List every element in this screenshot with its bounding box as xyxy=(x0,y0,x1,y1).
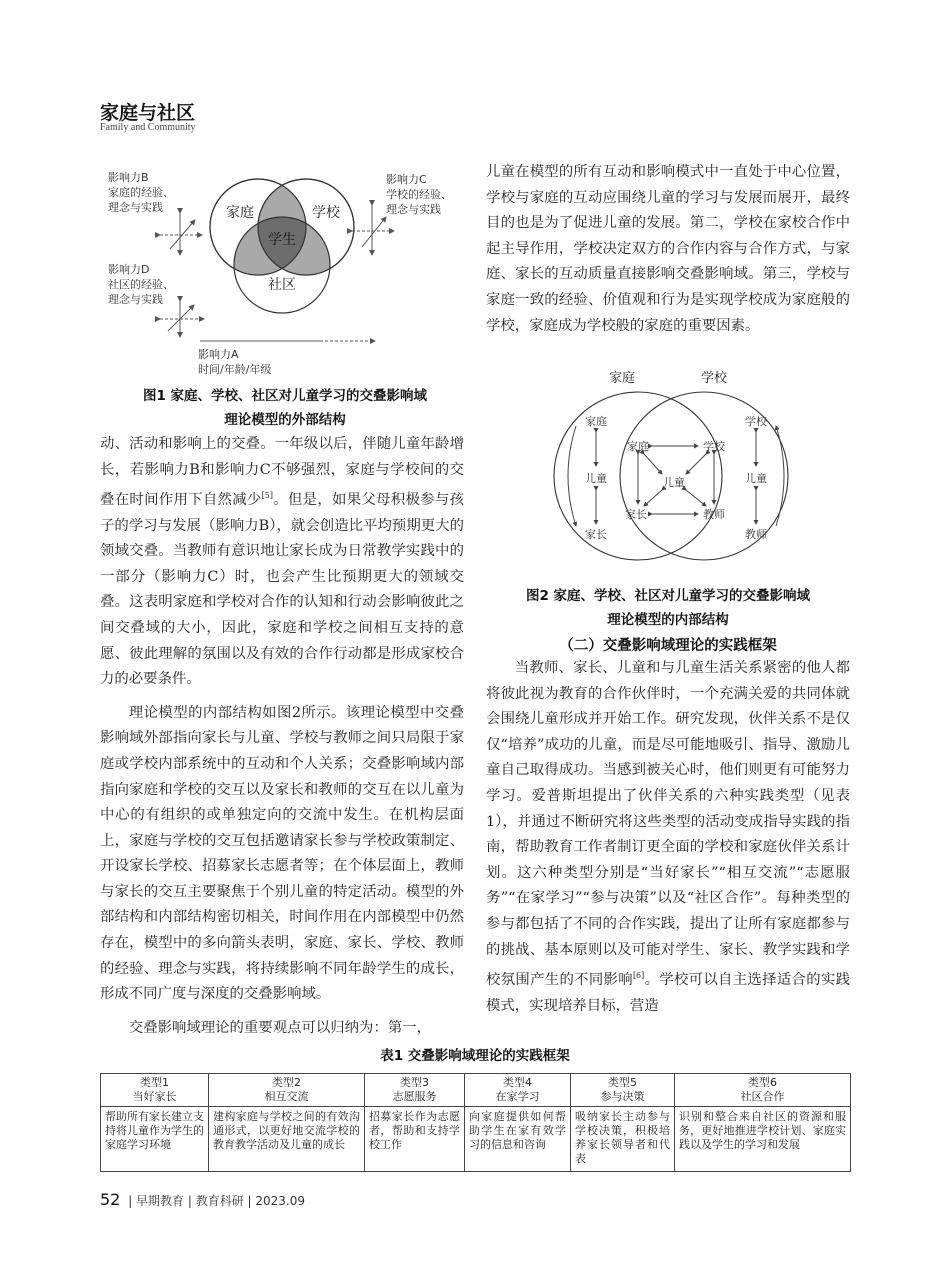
figure-1-caption-line2: 理论模型的外部结构 xyxy=(224,412,346,428)
inner-school: 学校 xyxy=(703,440,725,453)
inner-child: 儿童 xyxy=(663,476,685,489)
table-header-cell: 类型5 参与决策 xyxy=(571,1074,675,1107)
influence-b-line2: 家庭的经验、 xyxy=(108,186,174,199)
table-header-cell: 类型4 在家学习 xyxy=(465,1074,571,1107)
right-paragraph-2-end: 。学校可以自主选择适合的实践模式，实现培养目标，营造 xyxy=(486,971,850,1014)
table-header-cell: 类型3 志愿服务 xyxy=(365,1074,465,1107)
influence-d-line3: 理念与实践 xyxy=(108,293,163,306)
right-paragraph-1: 儿童在模型的所有互动和影响模式中一直处于中心位置，学校与家庭的互动应围绕儿童的学习与发展而展开，最终目的也是为了促进儿童的发展。第二，学校在家校合作中起主导作用，学校决定双方的合作内容与合作方式，与家庭、家长的互动质量直接影响交叠影响域。第三，学校与家庭一致的经验、价值观和行为是实现学校成为家庭般的学校，家庭成为学校般的家庭的重要因素。 xyxy=(486,164,850,334)
table-cell: 帮助所有家长建立支持将儿童作为学生的家庭学习环境 xyxy=(101,1107,209,1172)
table-cell: 向家庭提供如何帮助学生在家有效学习的信息和咨询 xyxy=(465,1107,571,1172)
figure-2-diagram xyxy=(546,366,796,576)
figure-1 xyxy=(100,165,470,385)
figure-2-caption-line2: 理论模型的内部结构 xyxy=(607,612,729,628)
influence-b-arrows xyxy=(160,213,202,255)
outer-right-child: 儿童 xyxy=(745,472,767,485)
circle-label-school: 学校 xyxy=(312,205,340,221)
inner-teacher: 教师 xyxy=(703,508,725,521)
influence-d-arrows xyxy=(160,301,204,337)
outer-left-family: 家庭 xyxy=(585,415,607,428)
outer-left-child: 儿童 xyxy=(585,472,607,485)
reference-6: [6] xyxy=(632,971,645,981)
right-paragraph-2 xyxy=(486,656,850,1019)
left-paragraph-2: 理论模型的内部结构如图2所示。该理论模型中交叠影响域外部指向家长与儿童、学校与教师之间只局限于家庭或学校内部系统中的互动和个人关系；交叠影响域内部指向家庭和学校的交互以及家长和教师的交互在以儿童为中心的有组织的或单独定向的交流中发生。在机构层面上，家庭与学校的交互包括邀请家长参与学校政策制定、开设家长学校、招募家长志愿者等；在个体层面上，教师与家长的交互主要聚焦于个别儿童的特定活动。模型的外部结构和内部结构密切相关，时间作用在内部模型中仍然存在，模型中的多向箭头表明，家庭、家长、学校、教师的经验、理念与实践，将持续影响不同年龄学生的成长，形成不同广度与深度的交叠影响域。 xyxy=(100,704,464,1003)
right-column-top xyxy=(486,160,850,339)
subheading: （二）交叠影响域理论的实践框架 xyxy=(559,638,777,654)
figure-2-title-family: 家庭 xyxy=(608,371,636,386)
framework-table xyxy=(100,1073,851,1172)
reference-5: [5] xyxy=(261,491,273,501)
outer-right-teacher: 教师 xyxy=(745,528,767,541)
journal-info: | 早期教育 | 教育科研 | 2023.09 xyxy=(128,1194,306,1208)
circle-label-student: 学生 xyxy=(268,232,296,248)
circle-label-community: 社区 xyxy=(268,277,296,293)
left-paragraph-1-text: 动、活动和影响上的交叠。一年级以后，伴随儿童年龄增长，若影响力B和影响力C不够强烈，家庭与学校间的交叠在时间作用下自然减少 xyxy=(100,436,464,508)
inner-family: 家庭 xyxy=(627,440,649,453)
outer-left-parent: 家长 xyxy=(585,528,607,541)
influence-d-label: 影响力D xyxy=(108,263,150,276)
circle-label-family: 家庭 xyxy=(226,205,254,221)
page-footer xyxy=(100,1190,305,1209)
left-paragraph-1 xyxy=(100,432,464,693)
table-header-cell: 类型1 当好家长 xyxy=(101,1074,209,1107)
influence-a-line2: 时间/年龄/年级 xyxy=(198,363,272,376)
influence-d-line2: 社区的经验、 xyxy=(108,278,174,291)
table-cell: 建构家庭与学校之间的有效沟通形式，以更好地交流学校的教育教学活动及儿童的成长 xyxy=(209,1107,365,1172)
section-subtitle: Family and Community xyxy=(100,122,196,133)
influence-c-line3: 理念与实践 xyxy=(386,203,441,216)
table-cell: 识别和整合来自社区的资源和服务，更好地推进学校计划、家庭实践以及学生的学习和发展 xyxy=(675,1107,851,1172)
table-header-cell: 类型2 相互交流 xyxy=(209,1074,365,1107)
influence-b-label: 影响力B xyxy=(108,171,149,184)
figure-1-diagram xyxy=(100,165,470,385)
table-cell: 吸纳家长主动参与学校决策，积极培养家长领导者和代表 xyxy=(571,1107,675,1172)
table-row xyxy=(101,1107,851,1172)
figure-1-caption xyxy=(100,384,470,432)
influence-c-line2: 学校的经验、 xyxy=(386,188,452,201)
figure-2-caption-line1: 图2 家庭、学校、社区对儿童学习的交叠影响域 xyxy=(525,588,811,604)
outer-right-school: 学校 xyxy=(745,415,767,428)
figure-2-title-school: 学校 xyxy=(700,371,728,386)
figure-2-caption xyxy=(486,584,850,632)
right-column-bottom xyxy=(486,656,850,1019)
table-header-cell: 类型6 社区合作 xyxy=(675,1074,851,1107)
table-header-row xyxy=(101,1074,851,1107)
page-number: 52 xyxy=(100,1190,121,1209)
left-paragraph-3: 交叠影响域理论的重要观点可以归纳为：第一， xyxy=(128,1019,432,1036)
section-title: 家庭与社区 xyxy=(100,102,196,124)
influence-c-label: 影响力C xyxy=(386,173,427,186)
table-1 xyxy=(100,1073,851,1172)
figure-1-caption-line1: 图1 家庭、学校、社区对儿童学习的交叠影响域 xyxy=(142,388,428,404)
figure-2 xyxy=(546,366,796,576)
table-1-title: 表1 交叠影响域理论的实践框架 xyxy=(380,1048,570,1064)
inner-parent: 家长 xyxy=(625,508,647,521)
left-column xyxy=(100,432,464,1041)
left-paragraph-1-end: 。但是，如果父母积极参与孩子的学习与发展（影响力B），就会创造比平均预期更大的领域交叠。当教师有意识地让家长成为日常教学实践中的一部分（影响力C）时，也会产生比预期更大的领域交叠。这表明家庭和学校对合作的认知和行动会影响彼此之间交叠域的大小，因此，家庭和学校之间相互支持的意愿、彼此理解的氛围以及有效的合作行动都是形成家校合力的必要条件。 xyxy=(100,491,464,688)
influence-a-label: 影响力A xyxy=(198,348,239,361)
table-cell: 招募家长作为志愿者，帮助和支持学校工作 xyxy=(365,1107,465,1172)
right-paragraph-2-text: 当教师、家长、儿童和与儿童生活关系紧密的他人都将彼此视为教育的合作伙伴时，一个充满关爱的共同体就会围绕儿童形成并开始工作。研究发现，伙伴关系不是仅仅“培养”成功的儿童，而是尽可能地吸引、指导、激励儿童自己取得成功。当感到被关心时，他们则更有可能努力学习。爱普斯坦提出了伙伴关系的六种实践类型（见表1），并通过不断研究将这些类型的活动变成指导实践的指南，帮助教育工作者制订更全面的学校和家庭伙伴关系计划。这六种类型分别是“当好家长”“相互交流”“志愿服务”“在家学习”“参与决策”以及“社区合作”。每种类型的参与都包括了不同的合作实践，提出了让所有家庭都参与的挑战、基本原则以及可能对学生、家长、教学实践和学校氛围产生的不同影响 xyxy=(486,660,850,988)
influence-b-line3: 理念与实践 xyxy=(108,201,163,214)
